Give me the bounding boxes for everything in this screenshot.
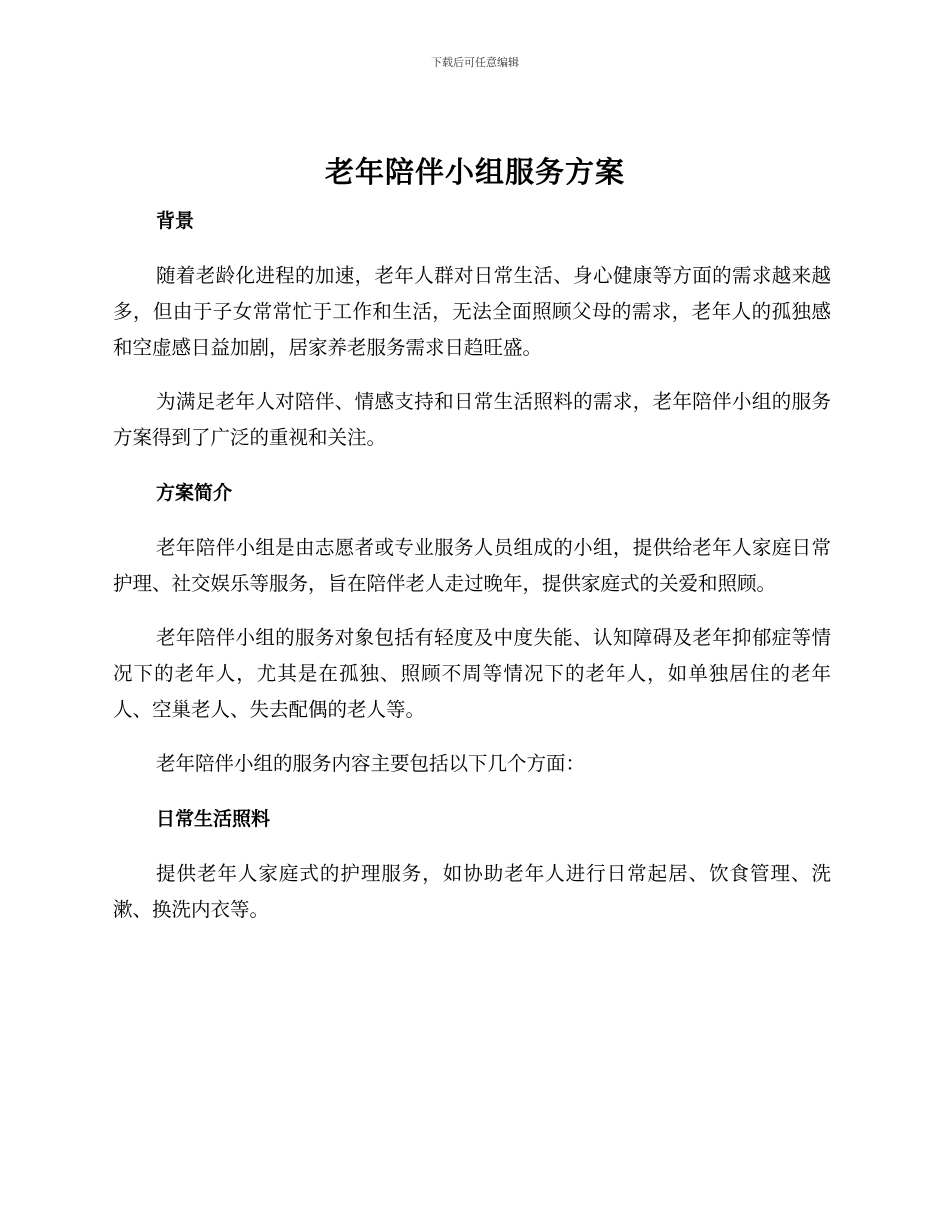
paragraph-intro-1: 老年陪伴小组是由志愿者或专业服务人员组成的小组，提供给老年人家庭日常护理、社交娱乐等服务，旨在陪伴老人走过晚年，提供家庭式的关爱和照顾。 (113, 536, 831, 595)
paragraph-intro-2: 老年陪伴小组的服务对象包括有轻度及中度失能、认知障碍及老年抑郁症等情况下的老年人，尤其是在孤独、照顾不周等情况下的老年人，如单独居住的老年人、空巢老人、失去配偶的老人等。 (113, 626, 831, 721)
document-body (113, 202, 831, 928)
paragraph-intro-3: 老年陪伴小组的服务内容主要包括以下几个方面： (156, 752, 586, 775)
section-heading-intro: 方案简介 (156, 482, 233, 504)
paragraph-background-1: 随着老龄化进程的加速，老年人群对日常生活、身心健康等方面的需求越来越多，但由于子女常常忙于工作和生活，无法全面照顾父母的需求，老年人的孤独感和空虚感日益加剧，居家养老服务需求日趋旺盛。 (113, 264, 831, 359)
section-heading-background: 背景 (156, 210, 195, 232)
paragraph-background-2: 为满足老年人对陪伴、情感支持和日常生活照料的需求，老年陪伴小组的服务方案得到了广泛的重视和关注。 (113, 390, 831, 449)
section-heading-daily-care: 日常生活照料 (156, 808, 271, 830)
paragraph-daily-care-1: 提供老年人家庭式的护理服务，如协助老年人进行日常起居、饮食管理、洗漱、换洗内衣等。 (113, 862, 831, 921)
document-title: 老年陪伴小组服务方案 (324, 155, 625, 189)
header-note: 下载后可任意编辑 (431, 56, 519, 69)
